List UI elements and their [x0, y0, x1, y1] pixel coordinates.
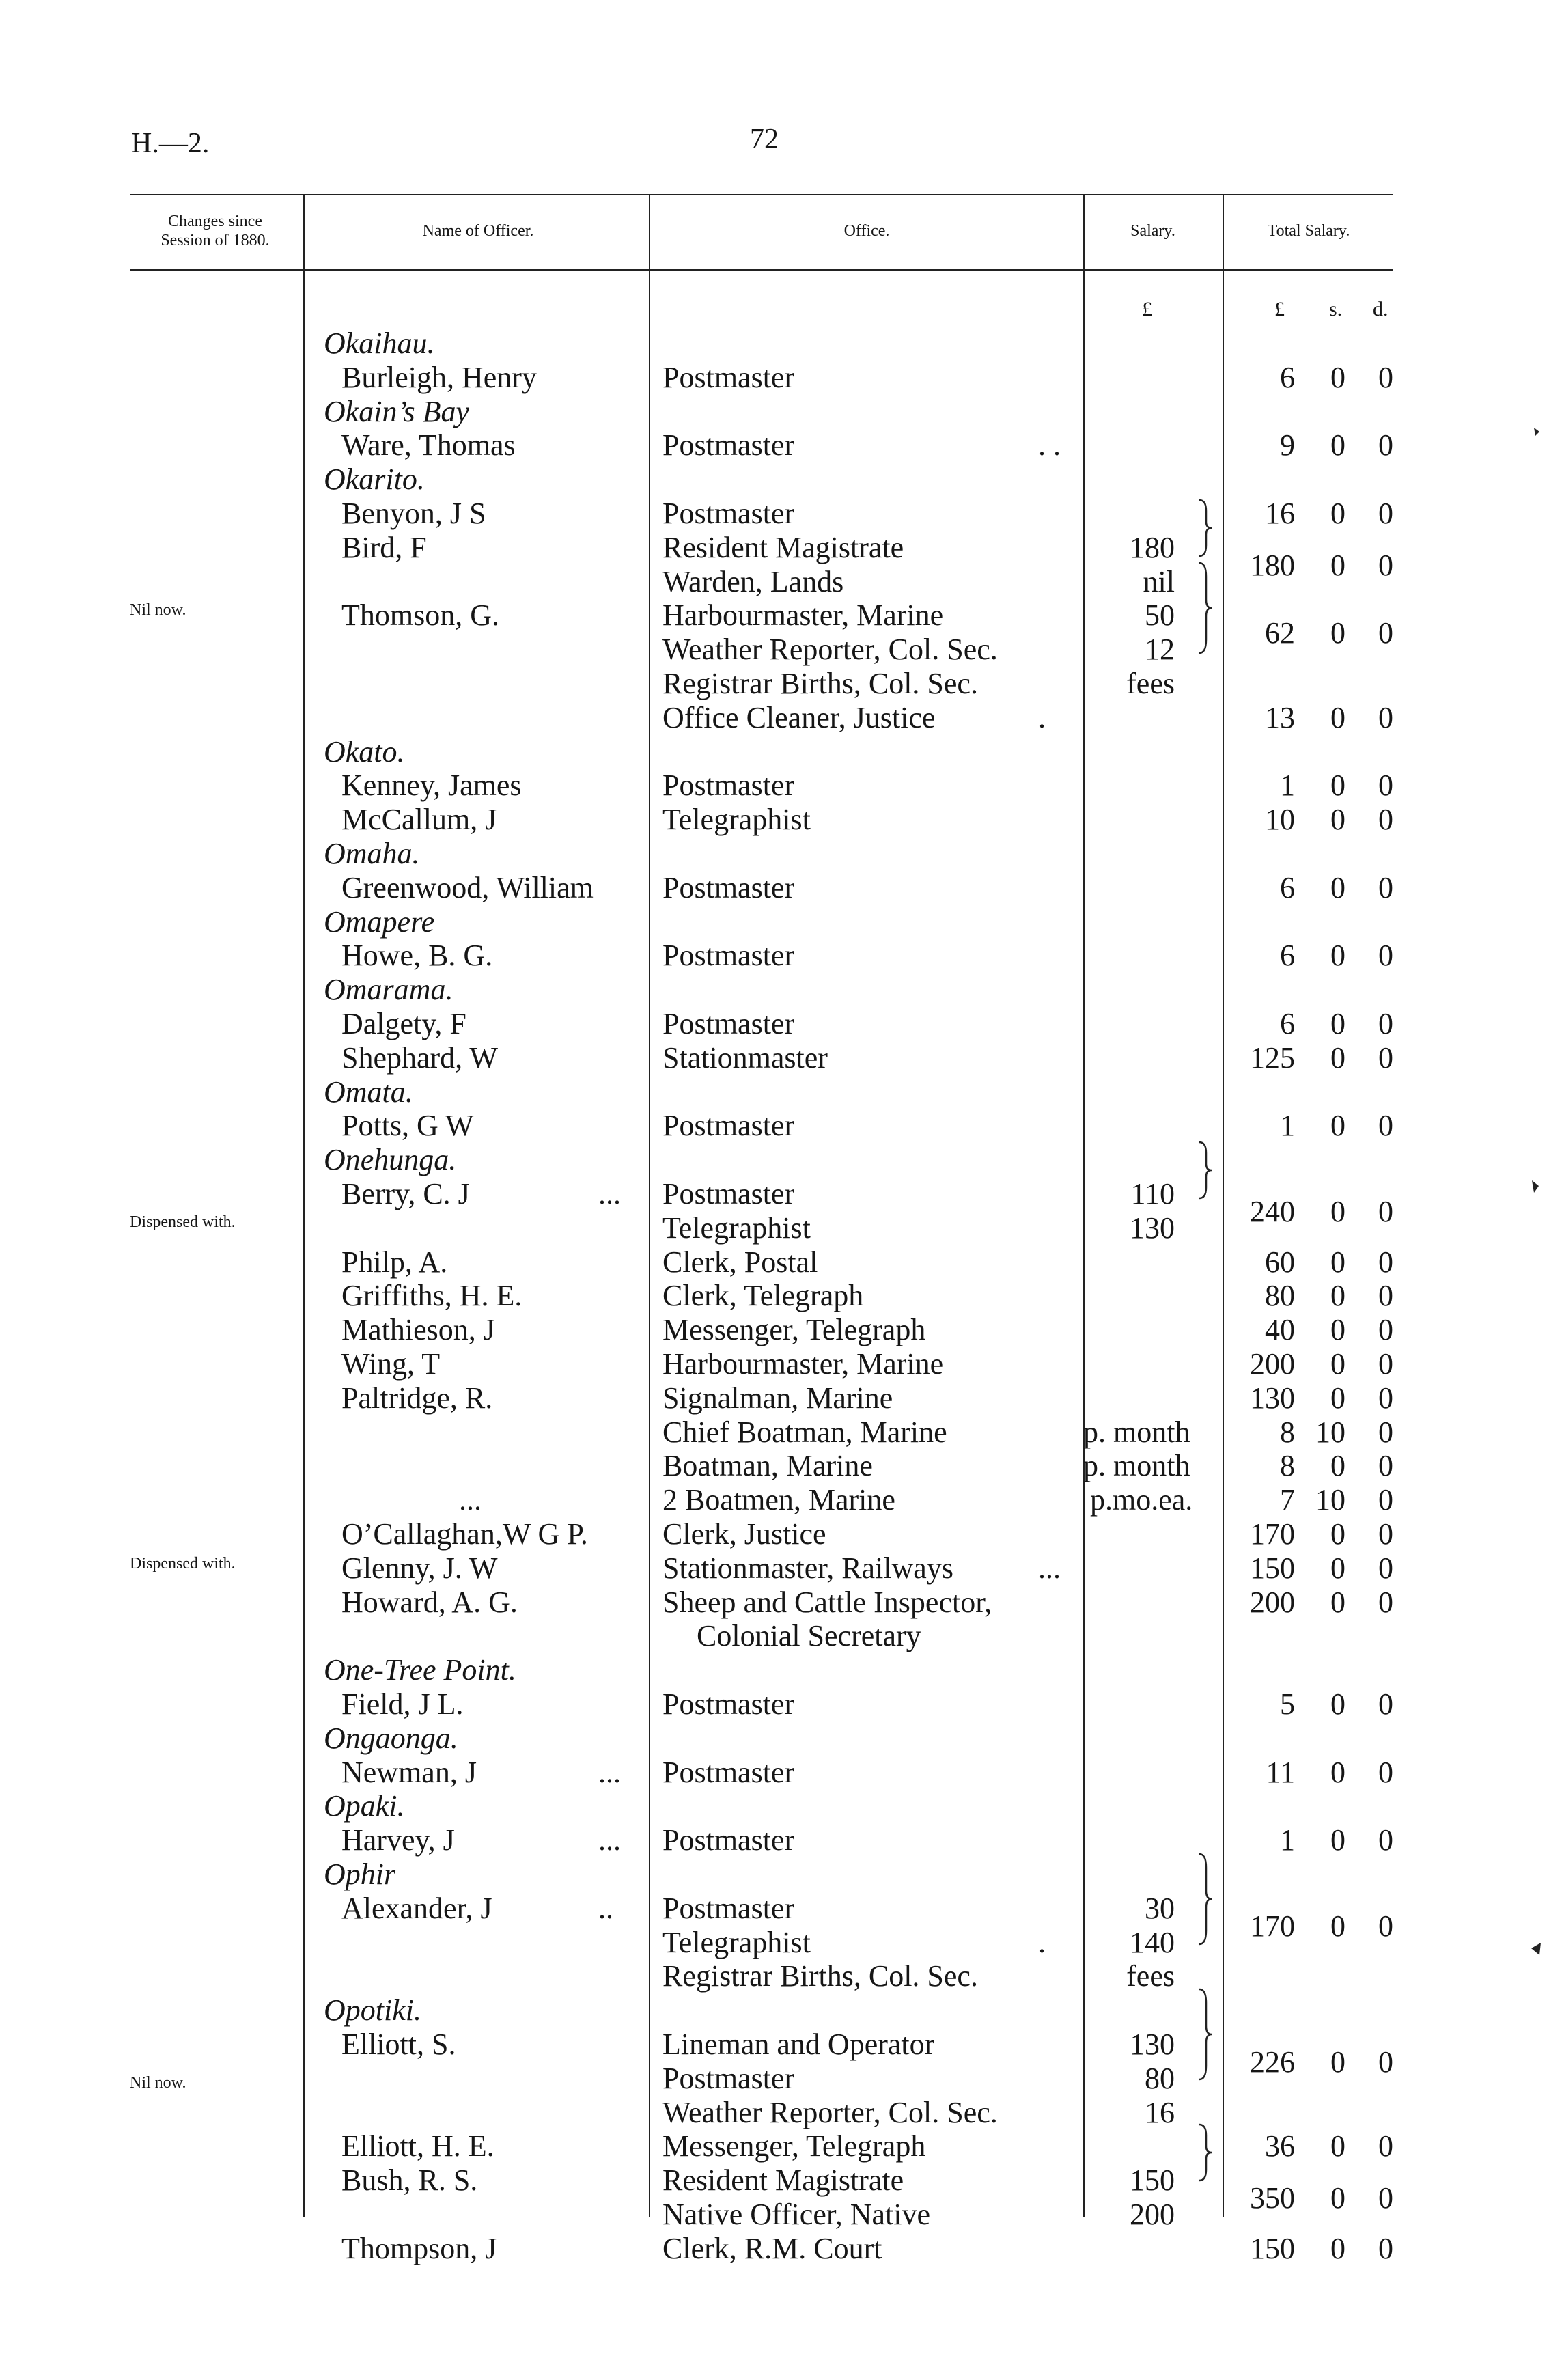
- salary-value: 12: [1145, 633, 1175, 666]
- table-row: [0, 1109, 1549, 1143]
- total-pence: 0: [1378, 2129, 1393, 2163]
- salary-value: 80: [1145, 2062, 1175, 2095]
- total-shillings: 0: [1330, 1586, 1345, 1619]
- total-shillings: 0: [1330, 1347, 1345, 1381]
- office-title: Clerk, R.M. Court: [662, 2232, 882, 2265]
- change-note: Dispensed with.: [130, 1555, 236, 1573]
- total-pounds: 60: [1265, 1245, 1295, 1279]
- total-pence: 0: [1378, 616, 1393, 650]
- office-title: Resident Magistrate: [662, 531, 904, 564]
- office-title: Postmaster: [662, 939, 795, 972]
- leader-dots: ...: [598, 1177, 621, 1210]
- table-row: [0, 1756, 1549, 1790]
- brace-alexander: [1195, 1851, 1216, 1947]
- total-pence: 0: [1378, 428, 1393, 462]
- table-row: [0, 2096, 1549, 2130]
- total-pence: 0: [1378, 2232, 1393, 2265]
- total-shillings: 0: [1330, 1449, 1345, 1482]
- total-shillings: 0: [1330, 2045, 1345, 2079]
- total-shillings: 0: [1330, 1756, 1345, 1789]
- total-shillings: 0: [1330, 361, 1345, 394]
- total-pence: 0: [1378, 1041, 1393, 1075]
- total-pounds: 130: [1250, 1381, 1295, 1415]
- total-pence: 0: [1378, 1245, 1393, 1279]
- change-note: Nil now.: [130, 2074, 186, 2092]
- officer-name: Philp, A.: [341, 1245, 448, 1279]
- officer-name: Bird, F: [341, 531, 427, 564]
- salary-value: p. month: [1083, 1449, 1190, 1482]
- salary-value: fees: [1126, 1959, 1175, 1993]
- office-title: Harbourmaster, Marine: [662, 1347, 944, 1381]
- salary-value: p.mo.ea.: [1090, 1483, 1193, 1517]
- office-title: Postmaster: [662, 1756, 795, 1789]
- leader-dots: .: [1038, 1926, 1046, 1959]
- salary-value: 50: [1145, 598, 1175, 632]
- place-name: Omaha.: [324, 837, 420, 870]
- office-title: Boatman, Marine: [662, 1449, 873, 1482]
- table-top-rule: [130, 194, 1393, 195]
- office-title: Postmaster: [662, 1177, 795, 1210]
- salary-value: 110: [1130, 1177, 1175, 1210]
- total-pence: 0: [1378, 1381, 1393, 1415]
- place-name: Omarama.: [324, 973, 453, 1006]
- total-pence-unit: d.: [1373, 298, 1388, 320]
- total-pounds: 5: [1280, 1687, 1295, 1721]
- brace-thomson: [1195, 560, 1216, 656]
- salary-value: 130: [1130, 2028, 1175, 2061]
- total-pounds: 36: [1265, 2129, 1295, 2163]
- table-row: [0, 549, 1549, 599]
- office-title: Messenger, Telegraph: [662, 1313, 926, 1346]
- salary-value: fees: [1126, 667, 1175, 700]
- total-pence: 0: [1378, 1449, 1393, 1482]
- total-pounds: 13: [1265, 701, 1295, 734]
- edge-speck-icon: [1530, 1940, 1542, 1956]
- office-title: Postmaster: [662, 1892, 795, 1925]
- salary-value: 150: [1130, 2163, 1175, 2197]
- total-pound-unit: £: [1274, 298, 1285, 320]
- change-note: Dispensed with.: [130, 1213, 236, 1231]
- office-title: Warden, Lands: [662, 565, 844, 598]
- total-pence: 0: [1378, 497, 1393, 530]
- table-row: [0, 1007, 1549, 1041]
- total-pounds: 1: [1280, 1823, 1295, 1857]
- total-pounds: 6: [1280, 1007, 1295, 1040]
- total-pence: 0: [1378, 1109, 1393, 1142]
- officer-name: Elliott, H. E.: [341, 2129, 494, 2163]
- place-heading-row: [0, 327, 1549, 361]
- office-title: Clerk, Telegraph: [662, 1279, 864, 1312]
- total-shillings: 0: [1330, 428, 1345, 462]
- officer-name: Mathieson, J: [341, 1313, 495, 1346]
- total-shillings: 0: [1330, 1517, 1345, 1551]
- total-pounds: 226: [1250, 2045, 1295, 2079]
- total-pounds: 170: [1250, 1517, 1295, 1551]
- place-heading-row: [0, 1789, 1549, 1823]
- office-title: Stationmaster, Railways: [662, 1551, 953, 1585]
- table-row: [0, 1313, 1549, 1347]
- officer-name: O’Callaghan,W G P.: [341, 1517, 588, 1551]
- table-row: [0, 1586, 1549, 1620]
- place-heading-row: [0, 395, 1549, 429]
- office-title: Postmaster: [662, 1687, 795, 1721]
- table-row: [0, 2181, 1549, 2232]
- salary-value: nil: [1143, 565, 1175, 598]
- officer-name: Shephard, W: [341, 1041, 498, 1075]
- officer-name: Berry, C. J: [341, 1177, 470, 1210]
- office-title: Registrar Births, Col. Sec.: [662, 667, 978, 700]
- total-pence: 0: [1378, 361, 1393, 394]
- table-row: [0, 769, 1549, 803]
- table-row: [0, 361, 1549, 395]
- total-shillings: 0: [1330, 1687, 1345, 1721]
- total-shillings: 0: [1330, 497, 1345, 530]
- total-shillings: 0: [1330, 549, 1345, 582]
- place-name: Okato.: [324, 735, 405, 769]
- total-pounds: 150: [1250, 2232, 1295, 2265]
- total-pounds: 62: [1265, 616, 1295, 650]
- table-row: [0, 803, 1549, 837]
- total-pounds: 240: [1250, 1195, 1295, 1228]
- officer-name: Glenny, J. W: [341, 1551, 498, 1585]
- table-row: [0, 701, 1549, 735]
- place-name: Opaki.: [324, 1789, 405, 1823]
- table-row: [0, 2129, 1549, 2163]
- total-pounds: 1: [1280, 1109, 1295, 1142]
- total-shillings: 0: [1330, 1381, 1345, 1415]
- brace-berry: [1195, 1139, 1216, 1201]
- total-shilling-unit: s.: [1329, 298, 1343, 320]
- column-header-name: Name of Officer.: [422, 222, 534, 240]
- leader-dots: ..: [598, 1892, 613, 1925]
- place-name: One-Tree Point.: [324, 1653, 516, 1687]
- officer-name: Elliott, S.: [341, 2028, 456, 2061]
- column-header-changes-line1: Changes since: [168, 212, 262, 230]
- office-title: Office Cleaner, Justice: [662, 701, 936, 734]
- table-row: [0, 1041, 1549, 1075]
- place-name: Opotiki.: [324, 1993, 421, 2027]
- table-row: [0, 1279, 1549, 1313]
- table-row: [0, 1195, 1549, 1245]
- office-title: Weather Reporter, Col. Sec.: [662, 2096, 998, 2129]
- table-row: [0, 1687, 1549, 1721]
- brace-bird: [1195, 497, 1216, 559]
- place-name: Omapere: [324, 905, 435, 939]
- officer-name: Alexander, J: [341, 1892, 492, 1925]
- officer-name: Potts, G W: [341, 1109, 474, 1142]
- total-pence: 0: [1378, 2045, 1393, 2079]
- office-title: Colonial Secretary: [697, 1619, 921, 1652]
- salary-value: 180: [1130, 531, 1175, 564]
- total-pence: 0: [1378, 1551, 1393, 1585]
- table-row: [0, 428, 1549, 462]
- office-title: Telegraphist: [662, 1211, 811, 1245]
- salary-value: 16: [1145, 2096, 1175, 2129]
- table-row: [0, 2232, 1549, 2266]
- place-name: Onehunga.: [324, 1143, 457, 1176]
- office-title: Native Officer, Native: [662, 2198, 931, 2231]
- total-pence: 0: [1378, 803, 1393, 836]
- total-pence: 0: [1378, 939, 1393, 972]
- officer-name: Paltridge, R.: [341, 1381, 493, 1415]
- officer-name: Dalgety, F: [341, 1007, 466, 1040]
- column-header-office: Office.: [843, 222, 890, 240]
- officer-name: ...: [459, 1483, 482, 1517]
- total-pence: 0: [1378, 1687, 1393, 1721]
- office-title: Postmaster: [662, 871, 795, 904]
- officer-name: Greenwood, William: [341, 871, 594, 904]
- office-title: Messenger, Telegraph: [662, 2129, 926, 2163]
- place-heading-row: [0, 973, 1549, 1007]
- table-row: [0, 1381, 1549, 1415]
- table-row: [0, 1449, 1549, 1483]
- total-pounds: 40: [1265, 1313, 1295, 1346]
- brace-elliott: [1195, 1987, 1216, 2082]
- total-pence: 0: [1378, 1279, 1393, 1312]
- place-heading-row: [0, 1857, 1549, 1892]
- total-pence: 0: [1378, 1313, 1393, 1346]
- total-pounds: 16: [1265, 497, 1295, 530]
- table-row: [0, 497, 1549, 531]
- total-pence: 0: [1378, 1823, 1393, 1857]
- officer-name: Howe, B. G.: [341, 939, 493, 972]
- column-header-changes: [130, 212, 301, 250]
- officer-name: Thompson, J: [341, 2232, 497, 2265]
- office-title: Telegraphist: [662, 803, 811, 836]
- total-shillings: 10: [1315, 1483, 1345, 1517]
- edge-speck-icon: [1533, 426, 1541, 437]
- place-heading-row: [0, 1143, 1549, 1177]
- total-shillings: 0: [1330, 1109, 1345, 1142]
- document-reference: H.—2.: [131, 128, 210, 159]
- place-name: Okarito.: [324, 462, 425, 496]
- page-number: 72: [750, 124, 779, 155]
- total-shillings: 0: [1330, 1551, 1345, 1585]
- total-shillings: 0: [1330, 769, 1345, 802]
- office-title: Registrar Births, Col. Sec.: [662, 1959, 978, 1993]
- place-name: Omata.: [324, 1075, 413, 1109]
- table-row: [0, 1483, 1549, 1517]
- officer-name: Howard, A. G.: [341, 1586, 518, 1619]
- total-pounds: 1: [1280, 769, 1295, 802]
- table-row: [0, 1823, 1549, 1857]
- officer-name: Field, J L.: [341, 1687, 464, 1721]
- office-title: Stationmaster: [662, 1041, 828, 1075]
- total-pence: 0: [1378, 701, 1393, 734]
- total-shillings: 0: [1330, 1313, 1345, 1346]
- column-header-salary: Salary.: [1130, 222, 1175, 240]
- salary-value: 30: [1145, 1892, 1175, 1925]
- total-pounds: 80: [1265, 1279, 1295, 1312]
- leader-dots: .: [1038, 701, 1046, 734]
- total-pounds: 10: [1265, 803, 1295, 836]
- total-pence: 0: [1378, 1195, 1393, 1228]
- total-shillings: 0: [1330, 1279, 1345, 1312]
- place-heading-row: [0, 1721, 1549, 1756]
- officer-name: Burleigh, Henry: [341, 361, 537, 394]
- salary-value: 130: [1130, 1211, 1175, 1245]
- total-shillings: 0: [1330, 1007, 1345, 1040]
- total-pounds: 200: [1250, 1586, 1295, 1619]
- table-row: [0, 1551, 1549, 1586]
- salary-value: 200: [1130, 2198, 1175, 2231]
- total-pence: 0: [1378, 1586, 1393, 1619]
- total-shillings: 0: [1330, 701, 1345, 734]
- table-row: [0, 1909, 1549, 1960]
- place-heading-row: [0, 1653, 1549, 1687]
- total-shillings: 0: [1330, 1195, 1345, 1228]
- place-heading-row: [0, 837, 1549, 871]
- table-header-rule: [130, 269, 1393, 271]
- table-row: [0, 2045, 1549, 2096]
- place-heading-row: [0, 905, 1549, 939]
- total-pounds: 11: [1266, 1756, 1295, 1789]
- place-heading-row: [0, 735, 1549, 769]
- office-title: 2 Boatmen, Marine: [662, 1483, 895, 1517]
- place-name: Ongaonga.: [324, 1721, 458, 1755]
- total-pounds: 8: [1280, 1449, 1295, 1482]
- total-pounds: 6: [1280, 871, 1295, 904]
- total-shillings: 0: [1330, 803, 1345, 836]
- office-title: Postmaster: [662, 1007, 795, 1040]
- officer-name: Newman, J: [341, 1756, 477, 1789]
- place-name: Ophir: [324, 1857, 396, 1891]
- total-shillings: 0: [1330, 2181, 1345, 2215]
- total-pence: 0: [1378, 1483, 1393, 1517]
- total-shillings: 0: [1330, 1909, 1345, 1943]
- table-row: [0, 667, 1549, 701]
- office-title: Postmaster: [662, 2062, 795, 2095]
- total-pounds: 150: [1250, 1551, 1295, 1585]
- office-title: Resident Magistrate: [662, 2163, 904, 2197]
- table-row: [0, 616, 1549, 667]
- place-heading-row: [0, 462, 1549, 497]
- table-row: [0, 939, 1549, 973]
- place-heading-row: [0, 1075, 1549, 1109]
- total-pence: 0: [1378, 1415, 1393, 1449]
- office-title: Postmaster: [662, 1823, 795, 1857]
- table-row: [0, 1245, 1549, 1279]
- table-row: [0, 1347, 1549, 1381]
- officer-name: Griffiths, H. E.: [341, 1279, 522, 1312]
- total-pounds: 350: [1250, 2181, 1295, 2215]
- column-header-total: Total Salary.: [1267, 222, 1350, 240]
- total-pence: 0: [1378, 549, 1393, 582]
- change-note: Nil now.: [130, 601, 186, 619]
- officer-name: Harvey, J: [341, 1823, 455, 1857]
- total-pence: 0: [1378, 1756, 1393, 1789]
- total-shillings: 0: [1330, 2129, 1345, 2163]
- officer-name: McCallum, J: [341, 803, 497, 836]
- total-shillings: 0: [1330, 616, 1345, 650]
- office-title: Postmaster: [662, 497, 795, 530]
- table-row: [0, 1517, 1549, 1551]
- office-title: Clerk, Justice: [662, 1517, 826, 1551]
- table-row: [0, 871, 1549, 905]
- table-row: [0, 1959, 1549, 1993]
- total-pounds: 180: [1250, 549, 1295, 582]
- office-title: Postmaster: [662, 769, 795, 802]
- place-name: Okaihau.: [324, 327, 435, 360]
- total-pounds: 8: [1280, 1415, 1295, 1449]
- leader-dots: ...: [598, 1823, 621, 1857]
- officer-name: Thomson, G.: [341, 598, 499, 632]
- total-pounds: 9: [1280, 428, 1295, 462]
- office-title: Weather Reporter, Col. Sec.: [662, 633, 998, 666]
- officer-name: Bush, R. S.: [341, 2163, 478, 2197]
- total-shillings: 0: [1330, 939, 1345, 972]
- total-pence: 0: [1378, 1347, 1393, 1381]
- total-pounds: 125: [1250, 1041, 1295, 1075]
- leader-dots: . .: [1038, 428, 1061, 462]
- leader-dots: ...: [598, 1756, 621, 1789]
- office-title: Telegraphist: [662, 1926, 811, 1959]
- office-title: Postmaster: [662, 1109, 795, 1142]
- office-title: Clerk, Postal: [662, 1245, 818, 1279]
- total-pence: 0: [1378, 2181, 1393, 2215]
- salary-value: p. month: [1083, 1415, 1190, 1449]
- office-title: Harbourmaster, Marine: [662, 598, 944, 632]
- officer-name: Ware, Thomas: [341, 428, 516, 462]
- total-pounds: 170: [1250, 1909, 1295, 1943]
- column-header-changes-line2: Session of 1880.: [161, 232, 270, 249]
- place-heading-row: [0, 1993, 1549, 2028]
- place-name: Okain’s Bay: [324, 395, 470, 428]
- office-title: Chief Boatman, Marine: [662, 1415, 947, 1449]
- office-title: Postmaster: [662, 428, 795, 462]
- total-shillings: 0: [1330, 1823, 1345, 1857]
- officer-name: Kenney, James: [341, 769, 522, 802]
- officer-name: Wing, T: [341, 1347, 441, 1381]
- office-title: Postmaster: [662, 361, 795, 394]
- total-shillings: 0: [1330, 871, 1345, 904]
- table-row: [0, 1415, 1549, 1450]
- table-row: [0, 1619, 1549, 1653]
- total-pence: 0: [1378, 1517, 1393, 1551]
- total-shillings: 0: [1330, 1041, 1345, 1075]
- office-title: Signalman, Marine: [662, 1381, 893, 1415]
- brace-bush: [1195, 2122, 1216, 2183]
- edge-speck-icon: [1530, 1179, 1541, 1194]
- total-shillings: 0: [1330, 2232, 1345, 2265]
- unit-heading-row: [0, 292, 1549, 327]
- salary-pound-unit: £: [1142, 298, 1152, 320]
- total-shillings: 0: [1330, 1245, 1345, 1279]
- total-pounds: 6: [1280, 939, 1295, 972]
- total-pence: 0: [1378, 1909, 1393, 1943]
- total-pence: 0: [1378, 871, 1393, 904]
- total-shillings: 10: [1315, 1415, 1345, 1449]
- salary-value: 140: [1130, 1926, 1175, 1959]
- office-title: Lineman and Operator: [662, 2028, 935, 2061]
- total-pence: 0: [1378, 769, 1393, 802]
- total-pence: 0: [1378, 1007, 1393, 1040]
- total-pounds: 7: [1280, 1483, 1295, 1517]
- leader-dots: ...: [1038, 1551, 1061, 1585]
- total-pounds: 200: [1250, 1347, 1295, 1381]
- officer-name: Benyon, J S: [341, 497, 486, 530]
- total-pounds: 6: [1280, 361, 1295, 394]
- office-title: Sheep and Cattle Inspector,: [662, 1586, 992, 1619]
